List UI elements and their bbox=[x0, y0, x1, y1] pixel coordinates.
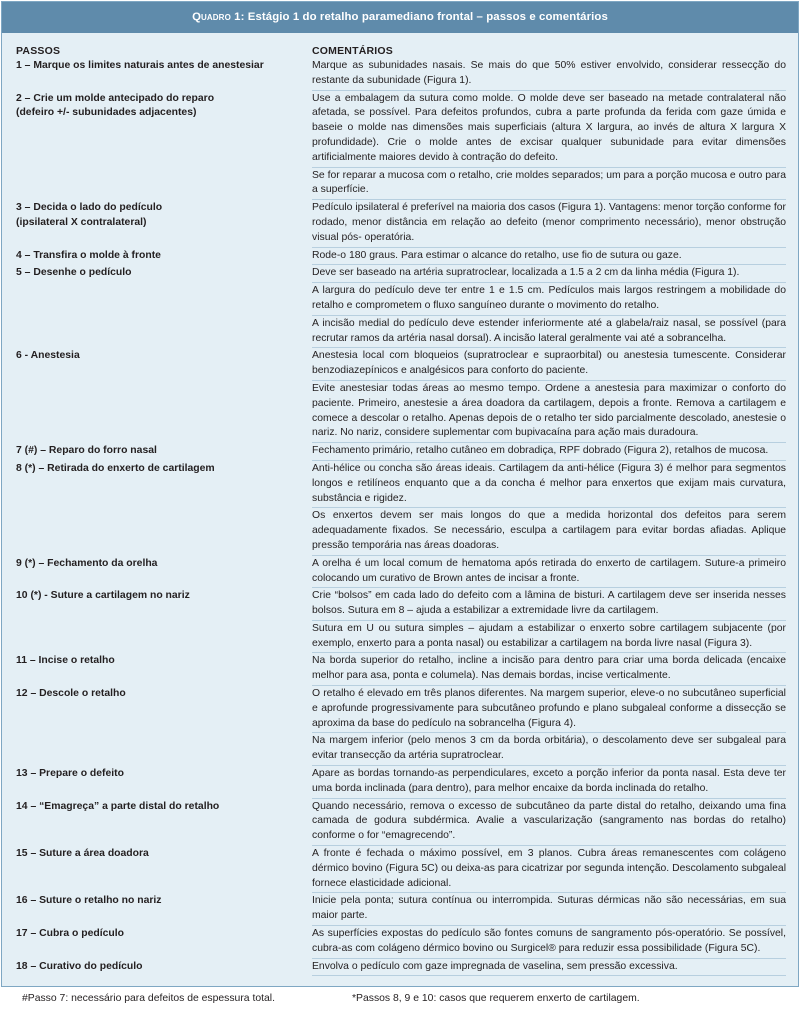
table-row bbox=[16, 92, 786, 202]
step-comments bbox=[312, 444, 786, 462]
step-label: 12 – Descole o retalho bbox=[16, 688, 126, 700]
step-comments bbox=[312, 92, 786, 202]
step-comments bbox=[312, 557, 786, 590]
comment-paragraph: Marque as subunidades nasais. Se mais do que 50% estiver envolvido, considerar ressecção do restante da subunidade (Figura 1). bbox=[312, 59, 786, 91]
step-label: 10 (*) - Suture a cartilagem no nariz bbox=[16, 590, 190, 602]
table-row bbox=[16, 557, 786, 590]
column-headers bbox=[16, 45, 784, 59]
step-label: 2 – Crie um molde antecipado do reparo (defeiro +/- subunidades adjacentes) bbox=[16, 92, 215, 119]
table-row bbox=[16, 444, 786, 462]
comment-paragraph: A incisão medial do pedículo deve estender inferiormente até a glabela/raiz nasal, se possível (para recrutar ramos da artéria nasal dorsal). A incisão lateral geralmente vai até a sobrancelha. bbox=[312, 317, 786, 349]
step-label: 1 – Marque os limites naturais antes de anestesiar bbox=[16, 60, 264, 71]
step-comments bbox=[312, 767, 786, 800]
table-row bbox=[16, 927, 786, 960]
footnote-step7: #Passo 7: necessário para defeitos de espessura total. bbox=[22, 993, 275, 1004]
step-comments bbox=[312, 654, 786, 687]
comment-paragraph: Sutura em U ou sutura simples – ajudam a estabilizar o enxerto sobre cartilagem subjacente (por exemplo, enxerto para a ponta nasal) ou estabilizar a cartilagem na borda livre nasal (Figura 3). bbox=[312, 622, 786, 654]
step-label: 3 – Decida o lado do pedículo (ipsilateral X contralateral) bbox=[16, 202, 163, 228]
comment-paragraph: Os enxertos devem ser mais longos do que a medida horizontal dos defeitos para serem adequadamente fixados. Se necessário, esculpa a cartilagem para evitar bordas afiadas. Aplique pressão temporária nas áreas doadoras. bbox=[312, 509, 786, 555]
table-row bbox=[16, 960, 786, 978]
comment-paragraph: Rode-o 180 graus. Para estimar o alcance do retalho, use fio de sutura ou gaze. bbox=[312, 249, 786, 266]
step-comments bbox=[312, 927, 786, 960]
table-row bbox=[16, 894, 786, 927]
comment-paragraph: Envolva o pedículo com gaze impregnada de vaselina, sem pressão excessiva. bbox=[312, 960, 786, 977]
comment-paragraph: As superfícies expostas do pedículo são fontes comuns de sangramento pós-operatório. Se possível, cubra-as com colágeno dérmico bovino ou Surgicel® para reduzir essa possibilidade (Figura 5C). bbox=[312, 927, 786, 959]
header-comments: COMENTÁRIOS bbox=[312, 45, 393, 57]
step-comments bbox=[312, 800, 786, 847]
table-row bbox=[16, 249, 786, 267]
comment-paragraph: Pedículo ipsilateral é preferível na maioria dos casos (Figura 1). Vantagens: menor torção conforme for rodado, menor distância em relação ao defeito (menor comprimento necessário), menor obstrução visual pós- operatória. bbox=[312, 201, 786, 247]
table-title bbox=[2, 2, 798, 33]
table-box bbox=[1, 1, 799, 987]
step-label: 9 (*) – Fechamento da orelha bbox=[16, 557, 158, 569]
step-comments bbox=[312, 847, 786, 894]
table-title-label: Quadro 1: bbox=[192, 11, 245, 23]
comment-paragraph: A fronte é fechada o máximo possível, em 3 planos. Cubra áreas remanescentes com colágeno dérmico bovino (Figura 5C) ou deixa-as para cicatrizar por segunda intenção. Descolamento subgaleal fornece elasticidade adicional. bbox=[312, 847, 786, 893]
comment-paragraph: Fechamento primário, retalho cutâneo em dobradiça, RPF dobrado (Figura 2), retalhos de mucosa. bbox=[312, 444, 786, 461]
step-label: 4 – Transfira o molde à fronte bbox=[16, 249, 161, 261]
step-comments bbox=[312, 462, 786, 557]
table-row bbox=[16, 847, 786, 894]
step-comments bbox=[312, 894, 786, 927]
step-comments bbox=[312, 266, 786, 349]
table-row bbox=[16, 59, 786, 92]
comment-paragraph: Anestesia local com bloqueios (supratroclear e supraorbital) ou anestesia tumescente. Considerar benzodiazepínicos e analgésicos para conforto do paciente. bbox=[312, 349, 786, 381]
comment-paragraph: O retalho é elevado em três planos diferentes. Na margem superior, eleve-o no subcutâneo superficial e aprofunde progressivamente para subcutâneo profundo e plano subgaleal conforme a dissecção se aproxima da base do pedículo na sobrancelha (Figura 4). bbox=[312, 687, 786, 733]
step-label: 13 – Prepare o defeito bbox=[16, 768, 124, 780]
table-row bbox=[16, 201, 786, 248]
step-label: 18 – Curativo do pedículo bbox=[16, 960, 143, 972]
step-label: 14 – “Emagreça” a parte distal do retalho bbox=[16, 800, 220, 812]
comment-paragraph: Na margem inferior (pelo menos 3 cm da borda orbitária), o descolamento deve ser subgaleal para evitar transecção da artéria supratroclear. bbox=[312, 734, 786, 766]
step-label: 7 (#) – Reparo do forro nasal bbox=[16, 445, 157, 457]
header-steps: PASSOS bbox=[16, 45, 61, 57]
step-label: 17 – Cubra o pedículo bbox=[16, 928, 124, 940]
step-comments bbox=[312, 349, 786, 444]
step-label: 6 - Anestesia bbox=[16, 350, 80, 362]
step-label: 11 – Incise o retalho bbox=[16, 655, 115, 667]
comment-paragraph: Apare as bordas tornando-as perpendiculares, exceto a porção inferior da ponta nasal. Esta deve ter uma borda inclinada (para dentro), para melhor encaixe da borda inclinada do retalho. bbox=[312, 767, 786, 799]
table-row bbox=[16, 800, 786, 847]
comment-paragraph: Anti-hélice ou concha são áreas ideais. Cartilagem da anti-hélice (Figura 3) é melhor para segmentos longos e retilíneos enquanto que a da concha é melhor para enxertos que exijam mais curvatura, substância e rigidez. bbox=[312, 462, 786, 508]
comment-paragraph: Inicie pela ponta; sutura contínua ou interrompida. Suturas dérmicas não são necessárias, em sua maior parte. bbox=[312, 894, 786, 926]
step-comments bbox=[312, 249, 786, 267]
comment-paragraph: Crie “bolsos” em cada lado do defeito com a lâmina de bisturi. A cartilagem deve ser inserida nesses bolsos. Sutura em 8 – ajuda a estabilizar a extremidade livre da cartilagem. bbox=[312, 589, 786, 621]
step-label: 15 – Suture a área doadora bbox=[16, 848, 149, 860]
table-row bbox=[16, 266, 786, 349]
comment-paragraph: Deve ser baseado na artéria supratroclear, localizada a 1.5 a 2 cm da linha média (Figura 1). bbox=[312, 266, 786, 283]
comment-paragraph: Se for reparar a mucosa com o retalho, crie moldes separados; um para a porção mucosa e outro para a superfície. bbox=[312, 169, 786, 201]
comment-paragraph: Evite anestesiar todas áreas ao mesmo tempo. Ordene a anestesia para maximizar o conforto do paciente. Primeiro, anestesie a área doadora da cartilagem, depois a fronte. Remova a cartilagem e comece a descolar o retalho. Apenas depois de o retalho ter sido parcialmente descolado, anestesie o nariz. No nariz, considere suplementar com bupivacaína para ação mais duradoura. bbox=[312, 382, 786, 443]
comment-paragraph: Na borda superior do retalho, incline a incisão para dentro para criar uma borda delicada (encaixe melhor para asa, ponta e columela). Nas demais bordas, incise verticalmente. bbox=[312, 654, 786, 686]
table-row bbox=[16, 349, 786, 444]
step-comments bbox=[312, 960, 786, 978]
comment-paragraph: A largura do pedículo deve ter entre 1 e 1.5 cm. Pedículos mais largos restringem a mobilidade do retalho e comprometem o fluxo sanguíneo durante o movimento do retalho. bbox=[312, 284, 786, 316]
step-comments bbox=[312, 589, 786, 654]
table-row bbox=[16, 462, 786, 557]
step-label: 5 – Desenhe o pedículo bbox=[16, 267, 132, 279]
table-row bbox=[16, 687, 786, 767]
comment-paragraph: A orelha é um local comum de hematoma após retirada do enxerto de cartilagem. Suture-a primeiro colocando um curativo de Brown antes de incisar a fronte. bbox=[312, 557, 786, 589]
step-comments bbox=[312, 687, 786, 767]
table-title-text: Estágio 1 do retalho paramediano frontal – passos e comentários bbox=[244, 11, 608, 23]
table-row bbox=[16, 589, 786, 654]
footnotes bbox=[12, 993, 792, 1009]
comment-paragraph: Use a embalagem da sutura como molde. O molde deve ser baseado na metade contralateral não afetada, se possível. Para defeitos profundos, cubra a parte profunda da ferida com gaze úmida e baseie o molde nas dimensões mais superficiais (altura X largura, ao invés de altura X largura X profundidade). Crie o molde antes de excisar qualquer subunidade para evitar dimensões artificialmente maiores devido à contração do defeito. bbox=[312, 92, 786, 168]
table-rows bbox=[16, 59, 786, 977]
step-label: 16 – Suture o retalho no nariz bbox=[16, 895, 162, 907]
comment-paragraph: Quando necessário, remova o excesso de subcutâneo da parte distal do retalho, deixando uma fina camada de godura subdérmica. Avalie a vascularização (sangramento nas bordas do retalho) conforme o for “emagrecendo”. bbox=[312, 800, 786, 846]
table-row bbox=[16, 767, 786, 800]
step-label: 8 (*) – Retirada do enxerto de cartilagem bbox=[16, 462, 215, 474]
footnote-cartilage: *Passos 8, 9 e 10: casos que requerem enxerto de cartilagem. bbox=[352, 993, 640, 1004]
step-comments bbox=[312, 59, 786, 92]
step-comments bbox=[312, 201, 786, 248]
table-row bbox=[16, 654, 786, 687]
